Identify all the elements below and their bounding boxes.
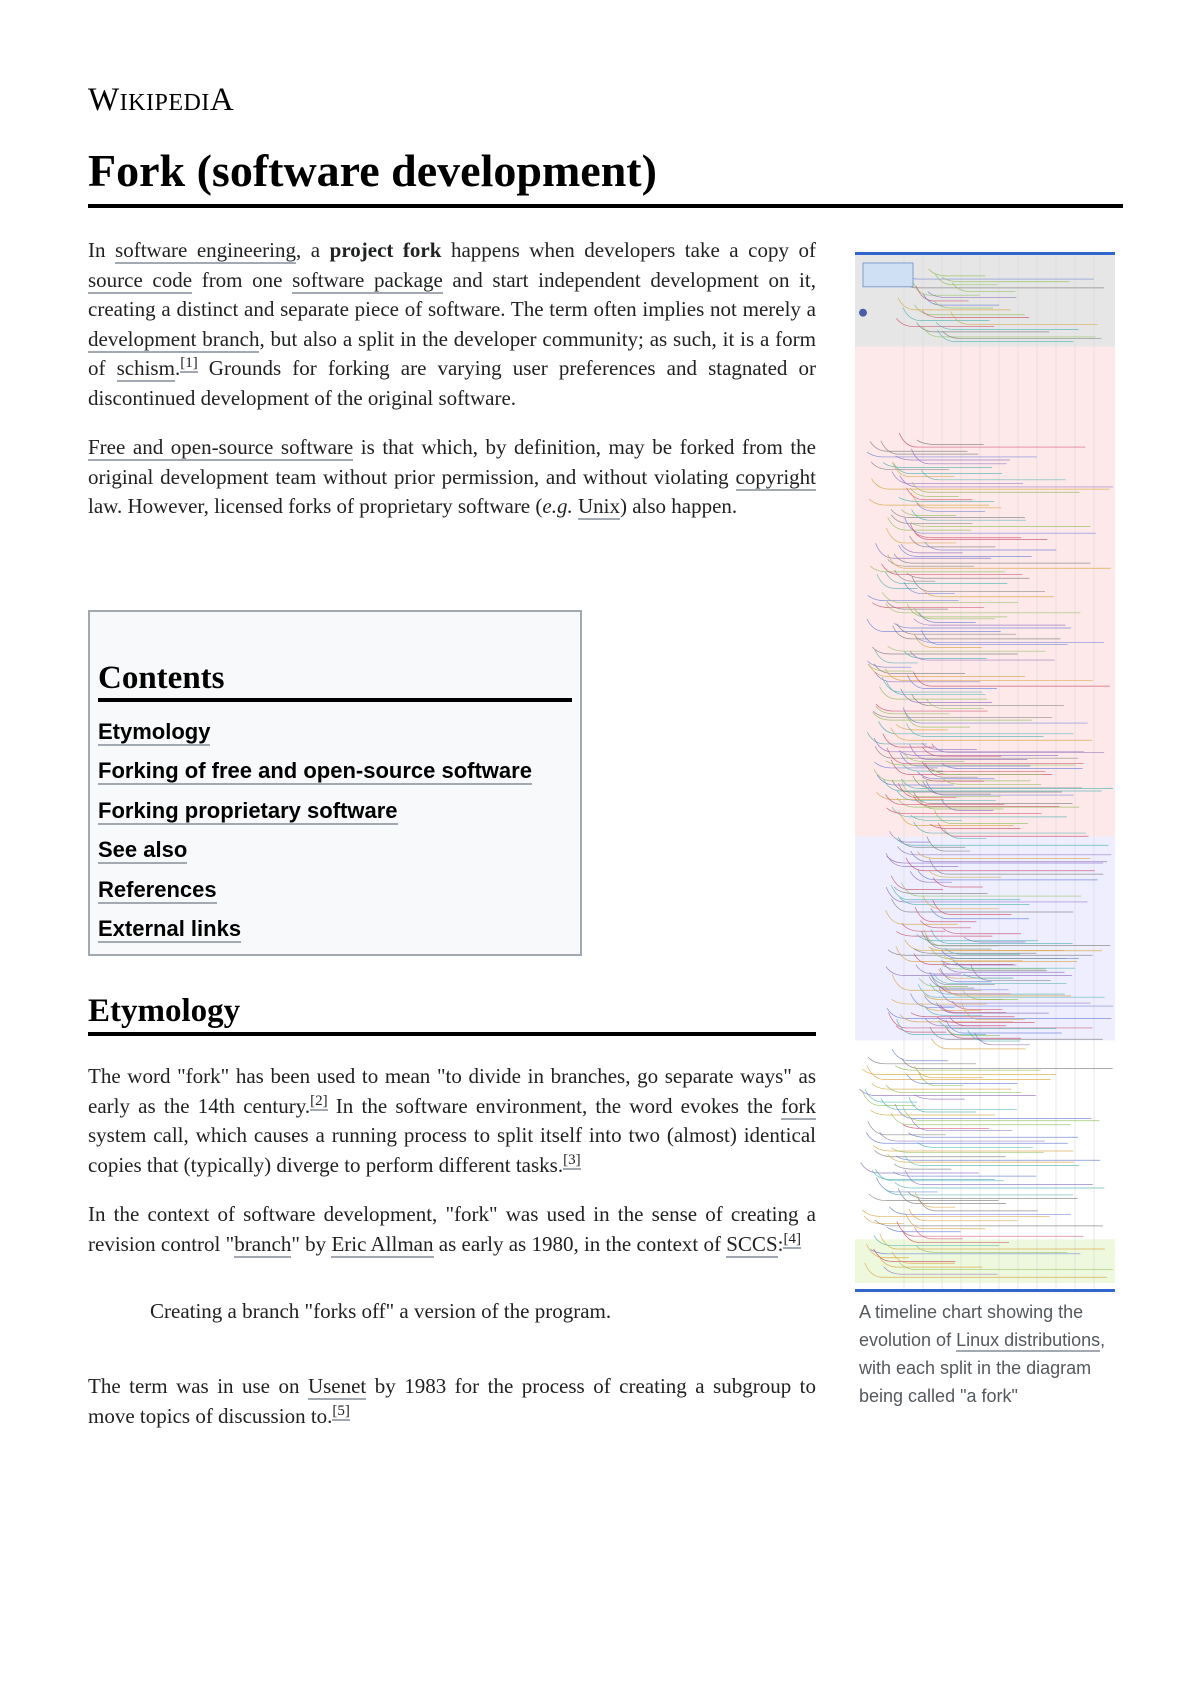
- text: The term was in use on: [88, 1374, 308, 1398]
- etymology-paragraph-2: [88, 1200, 816, 1259]
- link-source-code[interactable]: source code: [88, 267, 193, 292]
- text: A timeline chart showing the evolution of: [859, 1302, 1084, 1350]
- text: and start independent development on it, creating a distinct and separate piece of software. The term often implies not merely a: [88, 267, 816, 321]
- toc-item-forking-proprietary[interactable]: [98, 791, 572, 830]
- link-development-branch[interactable]: development branch: [88, 326, 260, 351]
- text: law. However, licensed forks of proprietary software (: [88, 494, 543, 518]
- citation: [783, 1231, 801, 1249]
- citation: [310, 1093, 328, 1111]
- link-sccs[interactable]: SCCS: [726, 1231, 778, 1256]
- citation: [180, 355, 198, 373]
- toc-heading: Contents: [98, 658, 572, 702]
- etymology-section: [88, 1062, 816, 1451]
- blockquote: Creating a branch "forks off" a version of the program.: [150, 1299, 612, 1323]
- toc-item-label: Forking proprietary software: [98, 797, 398, 823]
- link-copyright[interactable]: copyright: [735, 464, 816, 489]
- text: ) also happen.: [619, 494, 738, 518]
- text: :: [777, 1231, 784, 1256]
- link-branch[interactable]: branch: [234, 1231, 292, 1256]
- intro-section: [88, 236, 816, 542]
- text: In the software environment, the word evokes the: [327, 1093, 782, 1118]
- toc-item-references[interactable]: [98, 870, 572, 909]
- bold-term: project fork: [329, 238, 442, 262]
- text: In: [88, 238, 116, 262]
- link-unix[interactable]: Unix: [577, 494, 620, 518]
- logo-last-letter: A: [209, 82, 235, 118]
- toc-item-forking-foss[interactable]: [98, 751, 572, 790]
- timeline-legend-box: [863, 263, 913, 287]
- text: The word "fork" has been used to mean "to divide in branches, go separate ways" as early as the 14th century.: [88, 1064, 816, 1118]
- text: as early as 1980, in the context of: [433, 1231, 727, 1256]
- etymology-paragraph-1: [88, 1062, 816, 1180]
- text: Grounds for forking are varying user preferences and stagnated or discontinued development of the original software.: [88, 356, 817, 410]
- link-linux-distributions[interactable]: Linux distributions: [956, 1330, 1101, 1350]
- text: by 1983 for the process of creating a subgroup to move topics of discussion to.: [88, 1374, 817, 1428]
- section-heading-etymology: Etymology: [88, 990, 816, 1036]
- intro-paragraph-1: [88, 236, 816, 413]
- toc-list: [98, 712, 572, 948]
- citation: [563, 1152, 581, 1170]
- toc-item-external-links[interactable]: [98, 909, 572, 948]
- link-foss[interactable]: Free and open-source software: [88, 435, 354, 459]
- citation: [332, 1403, 350, 1421]
- citation-link-1[interactable]: [1]: [180, 355, 198, 371]
- text: In the context of software development, "fork" was used in the sense of creating a revision control ": [88, 1202, 816, 1256]
- text: , but also a split in the developer community; as such, it is a form of: [88, 326, 816, 380]
- toc-item-label: Forking of free and open-source software: [98, 758, 532, 784]
- logo-first-letter: W: [88, 82, 120, 118]
- link-software-package[interactable]: software package: [292, 267, 443, 292]
- text: .: [174, 356, 181, 380]
- figure-caption: [855, 1298, 1115, 1410]
- linux-timeline-figure: [855, 252, 1115, 1410]
- text: is that which, by definition, may be forked from the original development team without prior permission, and without violating: [88, 435, 816, 489]
- linux-distribution-timeline-image[interactable]: [855, 252, 1115, 1292]
- link-software-engineering[interactable]: software engineering: [115, 238, 296, 262]
- toc-item-label: References: [98, 876, 217, 902]
- link-fork[interactable]: fork: [781, 1093, 817, 1118]
- intro-paragraph-2: [88, 433, 816, 522]
- text: happens when developers take a copy of: [441, 238, 817, 262]
- citation-link-3[interactable]: [3]: [563, 1151, 581, 1168]
- link-eric-allman[interactable]: Eric Allman: [331, 1231, 434, 1256]
- citation-link-5[interactable]: [5]: [332, 1402, 350, 1419]
- toc-item-label: External links: [98, 916, 242, 942]
- toc-item-label: Etymology: [98, 719, 211, 744]
- text: from one: [192, 267, 293, 292]
- timeline-marker: [859, 309, 867, 317]
- text: system call, which causes a running process to split itself into two (almost) identical copies that (typically) diverge to perform different tasks.: [88, 1123, 816, 1177]
- logo-middle-letters: IKIPEDI: [119, 90, 210, 116]
- text: , a: [296, 238, 330, 262]
- toc-item-label: See also: [98, 837, 188, 863]
- table-of-contents: [88, 610, 582, 956]
- toc-item-etymology[interactable]: [98, 712, 572, 751]
- italic-eg: e.g.: [542, 494, 573, 518]
- toc-item-see-also[interactable]: [98, 830, 572, 869]
- link-schism[interactable]: schism: [116, 356, 175, 380]
- page-title: Fork (software development): [88, 142, 1123, 208]
- wikipedia-logo[interactable]: [88, 82, 234, 119]
- citation-link-4[interactable]: [4]: [783, 1230, 801, 1247]
- citation-link-2[interactable]: [2]: [310, 1092, 328, 1109]
- text: " by: [291, 1231, 332, 1256]
- text: , with each split in the diagram being called "a fork": [859, 1330, 1106, 1406]
- timeline-band: [855, 837, 1115, 1041]
- etymology-paragraph-3: [88, 1372, 816, 1431]
- link-usenet[interactable]: Usenet: [307, 1374, 367, 1398]
